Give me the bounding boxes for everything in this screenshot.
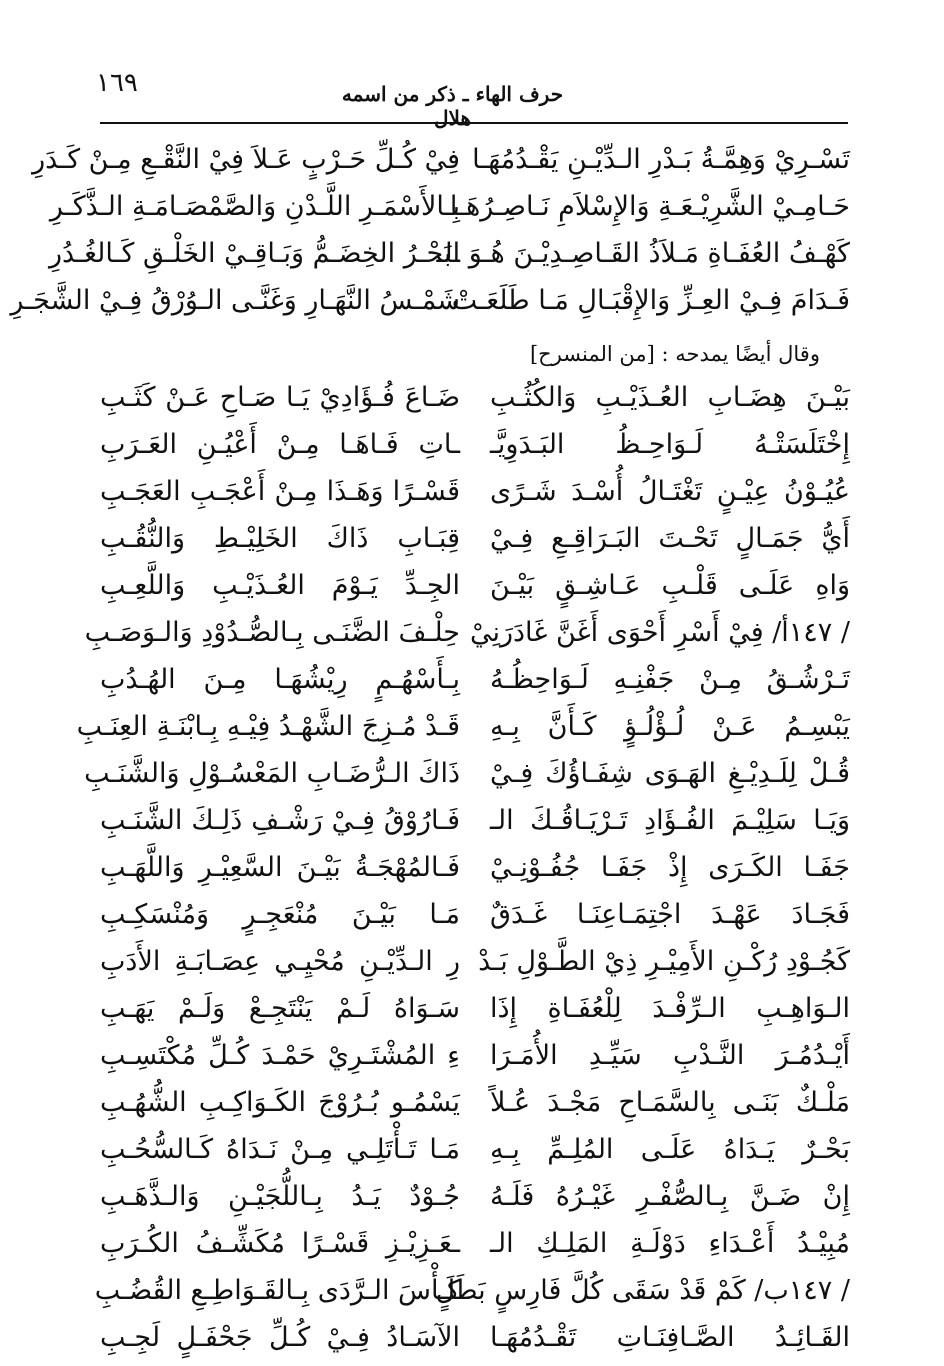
verse-hemistich-left: فَـالمُهْجَـةُ بَيْـنَ السَّعِيْـرِ وَاللَّهَـبِ	[100, 852, 460, 883]
verse-hemistich-right: الـوَاهِـبِ الـرِّفْـدَ لِلْعُفَـاةِ إِذَا	[490, 993, 850, 1024]
verse-hemistich-right: حَـامِـيْ الشَّرِيْـعَـةِ وَالإِسْلاَمِ نَـاصِـرُهَـا	[449, 191, 850, 222]
poem1-right-column	[436, 136, 850, 324]
verse-hemistich-right: بَيْـنَ هِضَـابِ العُـذَيْـبِ وَالكُثُـبِ	[490, 382, 850, 413]
header-rule	[100, 122, 848, 124]
verse-hemistich-right: مُبِيْـدُ أَعْـدَاءِ دَوْلَـةِ المَلِـكِ الـ	[490, 1228, 850, 1259]
verse-hemistich-right: إِنْ ضَـنَّ بِـالصُّفْـرِ غَيْـرُهُ فَلَـهُ	[490, 1181, 850, 1212]
verse-hemistich-left: قَـدْ مُـزِجَ الشَّهْـدُ فِيْـهِ بِـابْنَـةِ العِنَـبِ	[76, 711, 460, 742]
verse-hemistich-left: مَـا بَيْـنَ مُنْعَجِـرٍ وَمُنْسَكِـبِ	[100, 899, 460, 930]
verse-hemistich-left: ءِ المُشْتَـرِيْ حَمْـدَ كُـلِّ مُكْتَسِـبِ	[100, 1040, 460, 1071]
verse-hemistich-right: كَهْـفُ العُفَـاةِ مَـلاَذُ القَـاصِـدِيْـنَ هُـوَ الـ	[436, 238, 850, 269]
verse-hemistich-left: قَسْـرًا وَهَـذَا مِـنْ أَعْجَـبِ العَجَـبِ	[100, 476, 460, 507]
verse-hemistich-right: إِخْتَلَسَتْـهُ لَـوَاحِـظُ البَـدَوِيَّـ	[490, 429, 850, 460]
verse-hemistich-right: أَيْـدُمُـرَ النَّـدْبِ سَيِّـدِ الأُمَـرَا	[490, 1040, 850, 1071]
verse-hemistich-left: شَمْـسُ النَّهَـارِ وَغَنَّـى الـوُرْقُ فِـيْ الشَّجَـرِ	[10, 285, 460, 316]
verse-hemistich-right: / ١٤٧ب/ كَمْ قَدْ سَقَى كُلَّ فَارِسٍ بَطَلٍ	[435, 1275, 850, 1306]
verse-hemistich-left: حِلْـفَ الضَّنَـى بِـالصُّـدُوْدِ وَالـوَصَـبِ	[84, 617, 460, 648]
verse-hemistich-left: الجِـدِّ يَـوْمَ العُـذَيْـبِ وَاللَّعِـبِ	[100, 570, 460, 601]
verse-hemistich-left: بِـالأَسْمَـرِ اللَّـدْنِ وَالصَّمْصَـامَـةِ الـذَّكَـرِ	[49, 191, 460, 222]
verse-hemistich-right: تَسْـرِيْ وَهِمَّـةُ بَـدْرِ الـدِّيْـنِ يَقْـدُمُهَـا	[472, 144, 850, 175]
verse-hemistich-left: رِ الـدِّيْـنِ مُحْيِـي عِصَـابَـةِ الأَدَبِ	[100, 946, 460, 977]
verse-hemistich-left: سَـوَاهُ لَـمْ يَنْتَجِـعْ وَلَـمْ يَهَـبِ	[100, 993, 460, 1024]
poem2-left-column	[76, 374, 460, 1361]
verse-hemistich-left: ـبَحْـرُ الخِضَـمُّ وَبَـاقِـيْ الخَلْـقِ كَـالغُـدُرِ	[49, 238, 460, 269]
verse-hemistich-right: وَيَـا سَلِيْـمَ الفُـؤَادِ تَـرْيَـاقُـكَ الـ	[490, 805, 850, 836]
verse-hemistich-left: ذَاكَ الـرُّضَـابِ المَعْسُـوْلِ وَالشَّنَـبِ	[84, 758, 460, 789]
poem2-right-column	[435, 374, 850, 1361]
verse-hemistich-right: جَفَـا الكَـرَى إِذْ جَفَـا جُفُـوْنِـيْ	[490, 852, 850, 883]
page-number: ١٦٩	[96, 68, 138, 98]
verse-hemistich-right: يَبْسِـمُ عَـنْ لُـؤْلُـؤٍ كَـأَنَّ بِـهِ	[490, 711, 850, 742]
verse-hemistich-right: قُـلْ لِلَـدِيْـغِ الهَـوَى شِفَـاؤُكَ فِـيْ	[490, 758, 850, 789]
verse-hemistich-right: فَـدَامَ فِـيْ العِـزِّ وَالإِقْبَـالِ مَـا طَلَعَـتْ	[451, 285, 850, 316]
verse-hemistich-left: قِبَـابِ ذَاكَ الخَلِيْـطِ وَالنُّقُـبِ	[100, 523, 460, 554]
verse-hemistich-left: ضَـاعَ فُـؤَادِيْ يَـا صَـاحِ عَـنْ كَثَـبِ	[100, 382, 460, 413]
verse-hemistich-right: أَيُّ جَمَـالٍ تَحْـتَ البَـرَاقِـعِ فِـيْ	[490, 523, 850, 554]
verse-hemistich-right: القَـائِـدُ الصَّـافِنَـاتِ تَقْـدُمُهَـا	[490, 1322, 850, 1353]
verse-hemistich-left: الآسَـادُ فِـيْ كُـلِّ جَحْفَـلٍ لَجِـبِ	[100, 1322, 460, 1353]
verse-hemistich-left: مَـا تَـأْتَلِـي مِـنْ نَـدَاهُ كَـالسُّحُـبِ	[100, 1134, 460, 1165]
verse-hemistich-left: يَسْمُـو بُـرُوْجَ الكَـوَاكِـبِ الشُّهُـبِ	[100, 1087, 460, 1118]
verse-hemistich-left: بِـأَسْهُـمٍ رِيْشُهَـا مِـنَ الهُـدُبِ	[100, 664, 460, 695]
verse-hemistich-right: عُيُـوْنُ عِيْـنٍ تَغْتَـالُ أُسْـدَ شَـرًى	[490, 476, 850, 507]
verse-hemistich-left: جُـوْدٌ يَـدُ بِـاللُّجَيْـنِ وَالـذَّهَـبِ	[100, 1181, 460, 1212]
poem1-left-column	[10, 136, 460, 324]
verse-hemistich-left: فَـارُوْقُ فِـيْ رَشْـفِ ذَلِـكَ الشَّنَـبِ	[100, 805, 460, 836]
verse-hemistich-right: بَحْـرٌ يَـدَاهُ عَلَـى المُلِـمِّ بِـهِ	[490, 1134, 850, 1165]
verse-hemistich-right: تَـرْشُـقُ مِـنْ جَفْنِـهِ لَـوَاحِظُـهُ	[490, 664, 850, 695]
running-header: حرف الهاء ـ ذكر من اسمه هلال	[341, 82, 564, 130]
verse-hemistich-right: وَاهِ عَلَـى قَلْـبِ عَـاشِـقٍ بَيْـنَ	[490, 570, 850, 601]
verse-hemistich-right: كَجُـوْدِ رُكْـنِ الأَمِيْـرِ ذِيْ الطَّـوْلِ بَـدْ	[478, 946, 850, 977]
verse-hemistich-left: ـاتِ فَـاهَـا مِـنْ أَعْيُـنِ العَـرَبِ	[100, 429, 460, 460]
verse-hemistich-left: كَـأْسَ الـرَّدَى بِـالقَـوَاطِـعِ القُضُـبِ	[94, 1275, 460, 1306]
verse-hemistich-right: فَجَـادَ عَهْـدَ اجْتِمَـاعِنَـا غَـدَقٌ	[490, 899, 850, 930]
verse-hemistich-left: فِيْ كُـلِّ حَـرْبٍ عَـلاَ فِيْ النَّقْـعِ مِـنْ كَـدَرِ	[32, 144, 460, 175]
verse-hemistich-right: مَلْـكٌ بَنَـى بِالسَّمَـاحِ مَجْـدَ عُـلاً	[490, 1087, 850, 1118]
verse-hemistich-left: ـعَـزِيْـزِ قَسْـرًا مُكَشِّـفُ الكُـرَبِ	[100, 1228, 460, 1259]
poem-intro: وقال أيضًا يمدحه : [من المنسرح]	[529, 342, 820, 366]
verse-hemistich-right: / ١٤٧أ/ فِيْ أَسْرِ أَحْوَى أَغَنَّ غَادَرَنِيْ	[469, 617, 850, 648]
